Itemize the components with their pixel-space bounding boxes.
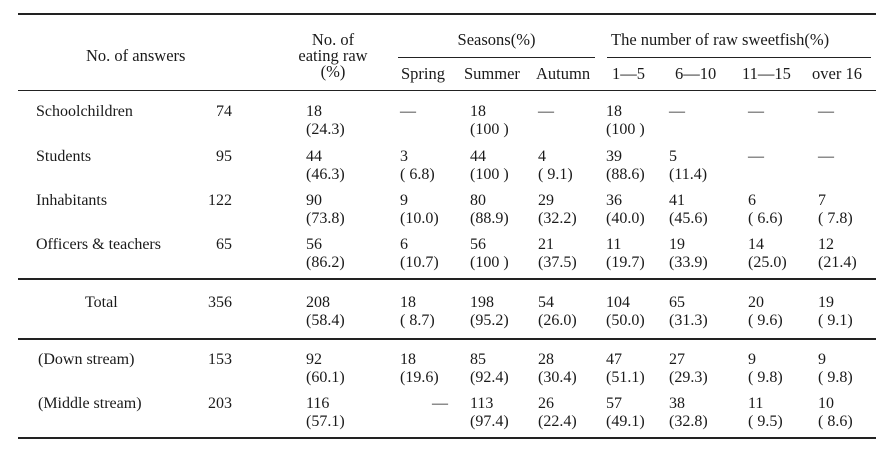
- row-count: 122: [208, 192, 232, 209]
- cell-percent: ( 6.8): [400, 166, 435, 183]
- bottom-rule: [18, 437, 876, 439]
- cell-value: 19: [818, 294, 834, 311]
- seasons-underline: [398, 57, 595, 58]
- header-over-16: over 16: [812, 64, 862, 83]
- cell-value: —: [748, 148, 764, 165]
- cell-value: —: [748, 103, 764, 120]
- cell-value: —: [818, 103, 834, 120]
- cell-percent: (25.0): [748, 254, 787, 271]
- cell-percent: ( 6.6): [748, 210, 783, 227]
- cell-value: 18: [400, 294, 416, 311]
- cell-percent: (49.1): [606, 413, 645, 430]
- row-count: 74: [216, 103, 232, 120]
- cell-value: 5: [669, 148, 677, 165]
- cell-value: 56: [470, 236, 486, 253]
- header-number-raw: The number of raw sweetfish(%): [611, 30, 830, 49]
- header-autumn: Autumn: [536, 64, 591, 83]
- cell-value: 18: [606, 103, 622, 120]
- header-11-15: 11—15: [742, 64, 791, 83]
- cell-value: 44: [470, 148, 486, 165]
- cell-value: 44: [306, 148, 322, 165]
- cell-percent: (86.2): [306, 254, 345, 271]
- cell-percent: (26.0): [538, 312, 577, 329]
- cell-percent: (11.4): [669, 166, 708, 183]
- cell-value: 104: [606, 294, 630, 311]
- cell-value: 6: [400, 236, 408, 253]
- cell-percent: (46.3): [306, 166, 345, 183]
- cell-percent: (31.3): [669, 312, 708, 329]
- header-1-5: 1—5: [612, 64, 645, 83]
- cell-value: —: [669, 103, 685, 120]
- cell-percent: ( 9.5): [748, 413, 783, 430]
- cell-value: 18: [306, 103, 322, 120]
- cell-value: 39: [606, 148, 622, 165]
- header-eating-raw-line1: No. of: [311, 30, 355, 49]
- total-bottom-rule: [18, 338, 876, 340]
- header-eating-raw-line2: eating raw: [298, 46, 368, 65]
- cell-percent: (92.4): [470, 369, 509, 386]
- cell-percent: (100 ): [470, 166, 509, 183]
- cell-value: 54: [538, 294, 554, 311]
- cell-value: 20: [748, 294, 764, 311]
- total-top-rule: [18, 278, 876, 280]
- cell-percent: (24.3): [306, 121, 345, 138]
- row-label-officers-teachers: Officers & teachers: [36, 236, 161, 253]
- cell-percent: (32.8): [669, 413, 708, 430]
- cell-value: 198: [470, 294, 494, 311]
- cell-value: 11: [606, 236, 622, 253]
- cell-value: 80: [470, 192, 486, 209]
- cell-value: 92: [306, 351, 322, 368]
- cell-percent: (100 ): [470, 254, 509, 271]
- cell-value: 36: [606, 192, 622, 209]
- cell-value: —: [400, 103, 416, 120]
- cell-value: 57: [606, 395, 622, 412]
- cell-value: —: [538, 103, 554, 120]
- cell-value: 47: [606, 351, 622, 368]
- cell-percent: ( 9.1): [818, 312, 853, 329]
- cell-value: 26: [538, 395, 554, 412]
- row-count: 153: [208, 351, 232, 368]
- cell-value: 10: [818, 395, 834, 412]
- cell-percent: (30.4): [538, 369, 577, 386]
- cell-percent: (32.2): [538, 210, 577, 227]
- number-underline: [607, 57, 871, 58]
- cell-percent: (60.1): [306, 369, 345, 386]
- cell-percent: (19.6): [400, 369, 439, 386]
- cell-percent: (100 ): [470, 121, 509, 138]
- cell-value: 90: [306, 192, 322, 209]
- row-label-schoolchildren: Schoolchildren: [36, 103, 133, 120]
- cell-percent: ( 9.1): [538, 166, 573, 183]
- cell-value: 56: [306, 236, 322, 253]
- header-spring: Spring: [401, 64, 446, 83]
- cell-value: 9: [818, 351, 826, 368]
- row-count: 65: [216, 236, 232, 253]
- cell-value: —: [432, 395, 448, 412]
- cell-percent: ( 7.8): [818, 210, 853, 227]
- cell-value: 3: [400, 148, 408, 165]
- cell-value: 29: [538, 192, 554, 209]
- cell-percent: (21.4): [818, 254, 857, 271]
- cell-percent: (88.9): [470, 210, 509, 227]
- top-rule: [18, 13, 876, 15]
- cell-percent: (97.4): [470, 413, 509, 430]
- cell-value: 12: [818, 236, 834, 253]
- cell-value: 28: [538, 351, 554, 368]
- cell-percent: (22.4): [538, 413, 577, 430]
- cell-value: 4: [538, 148, 546, 165]
- cell-percent: (37.5): [538, 254, 577, 271]
- row-label-inhabitants: Inhabitants: [36, 192, 108, 209]
- cell-percent: (10.0): [400, 210, 439, 227]
- cell-value: 19: [669, 236, 685, 253]
- header-no-of-answers: No. of answers: [86, 46, 186, 65]
- cell-percent: (40.0): [606, 210, 645, 227]
- row-label-students: Students: [36, 148, 92, 165]
- cell-percent: (10.7): [400, 254, 439, 271]
- cell-percent: (33.9): [669, 254, 708, 271]
- cell-percent: (29.3): [669, 369, 708, 386]
- cell-value: 41: [669, 192, 685, 209]
- cell-value: 21: [538, 236, 554, 253]
- cell-value: 9: [400, 192, 408, 209]
- cell-value: 7: [818, 192, 826, 209]
- row-label-down-stream: (Down stream): [38, 351, 135, 368]
- cell-value: 11: [748, 395, 764, 412]
- header-summer: Summer: [464, 64, 520, 83]
- cell-value: 9: [748, 351, 756, 368]
- cell-percent: (58.4): [306, 312, 345, 329]
- cell-value: —: [818, 148, 834, 165]
- cell-percent: (19.7): [606, 254, 645, 271]
- cell-value: 116: [306, 395, 330, 412]
- row-count: 95: [216, 148, 232, 165]
- cell-value: 18: [470, 103, 486, 120]
- cell-percent: ( 8.6): [818, 413, 853, 430]
- cell-percent: ( 9.8): [818, 369, 853, 386]
- cell-value: 208: [306, 294, 330, 311]
- cell-percent: ( 9.6): [748, 312, 783, 329]
- cell-percent: (50.0): [606, 312, 645, 329]
- cell-value: 38: [669, 395, 685, 412]
- cell-percent: (95.2): [470, 312, 509, 329]
- cell-value: 65: [669, 294, 685, 311]
- cell-value: 18: [400, 351, 416, 368]
- cell-percent: (51.1): [606, 369, 645, 386]
- row-label-total: Total: [85, 294, 118, 311]
- row-count: 203: [208, 395, 232, 412]
- header-6-10: 6—10: [675, 64, 717, 83]
- cell-value: 27: [669, 351, 685, 368]
- cell-value: 85: [470, 351, 486, 368]
- header-rule: [18, 90, 876, 91]
- row-label-middle-stream: (Middle stream): [38, 395, 142, 412]
- cell-percent: (88.6): [606, 166, 645, 183]
- cell-percent: (45.6): [669, 210, 708, 227]
- cell-percent: (73.8): [306, 210, 345, 227]
- cell-percent: (100 ): [606, 121, 645, 138]
- cell-percent: (57.1): [306, 413, 345, 430]
- header-eating-raw-line3: (%): [320, 62, 346, 81]
- cell-percent: ( 8.7): [400, 312, 435, 329]
- cell-value: 113: [470, 395, 494, 412]
- header-seasons: Seasons(%): [457, 30, 536, 49]
- cell-value: 14: [748, 236, 764, 253]
- row-count: 356: [208, 294, 232, 311]
- cell-percent: ( 9.8): [748, 369, 783, 386]
- cell-value: 6: [748, 192, 756, 209]
